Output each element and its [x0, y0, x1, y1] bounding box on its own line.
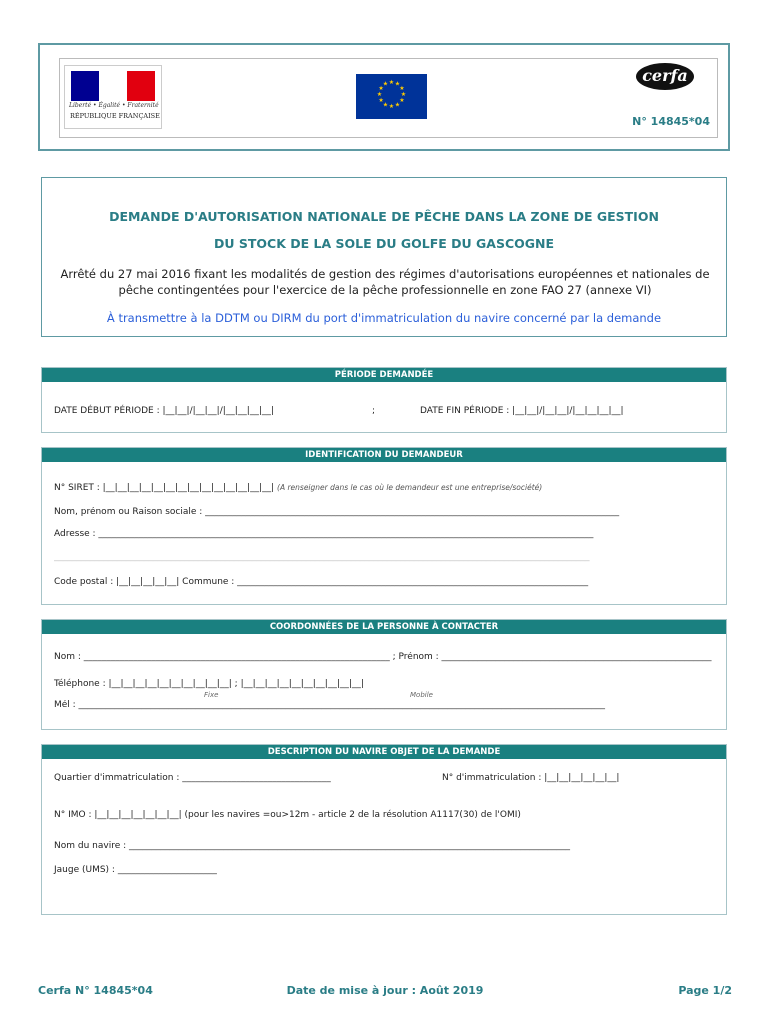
- svg-text:★: ★: [394, 101, 401, 109]
- cerfa-logo: cerfa: [636, 63, 694, 90]
- transmit-instruction: À transmettre à la DDTM ou DIRM du port d'immatriculation du navire concerné par la demande: [106, 311, 662, 325]
- siret-field[interactable]: [54, 483, 542, 493]
- rf-name: RÉPUBLIQUE FRANÇAISE: [70, 112, 160, 120]
- footer-update-date: Date de mise à jour : Août 2019: [286, 984, 484, 997]
- section-header: PÉRIODE DEMANDÉE: [42, 368, 726, 382]
- telephone-field[interactable]: Téléphone : |__|__|__|__|__|__|__|__|__|__| ; |__|__|__|__|__|__|__|__|__|__|: [54, 679, 364, 689]
- quartier-immatriculation-field[interactable]: Quartier d'immatriculation : _________________________________: [54, 773, 331, 783]
- rf-motto: Liberté • Égalité • Fraternité: [69, 102, 159, 109]
- svg-text:★: ★: [378, 85, 384, 92]
- jauge-field[interactable]: Jauge (UMS) : ______________________: [54, 865, 217, 875]
- section-header: DESCRIPTION DU NAVIRE OBJET DE LA DEMANDE: [42, 745, 726, 759]
- adresse-field[interactable]: Adresse : ______________________________________________________________________________________________________________: [54, 529, 594, 539]
- section-header: IDENTIFICATION DU DEMANDEUR: [42, 448, 726, 462]
- section-identification: [41, 447, 727, 605]
- section-header: COORDONNÉES DE LA PERSONNE À CONTACTER: [42, 620, 726, 634]
- imo-field[interactable]: N° IMO : |__|__|__|__|__|__|__| (pour les navires =ou>12m - article 2 de la résolution A1117(30) de l'OMI): [54, 810, 521, 820]
- nom-navire-field[interactable]: Nom du navire : __________________________________________________________________________________________________: [54, 841, 570, 851]
- form-description: Arrêté du 27 mai 2016 fixant les modalités de gestion des régimes d'autorisations européennes et nationales de pêche contingentées pour l'exercice de la pêche professionnelle en zone FAO 27 (annexe VI): [60, 267, 710, 297]
- date-debut-field[interactable]: DATE DÉBUT PÉRIODE : |__|__|/|__|__|/|__|__|__|__|: [54, 406, 274, 416]
- form-title-line1: DEMANDE D'AUTORISATION NATIONALE DE PÊCHE DANS LA ZONE DE GESTION: [109, 209, 659, 224]
- footer-page-number: Page 1/2: [678, 984, 732, 997]
- svg-text:★: ★: [388, 79, 395, 86]
- section-navire: [41, 744, 727, 915]
- code-postal-commune-field[interactable]: Code postal : |__|__|__|__|__| Commune : ______________________________________________________________________________: [54, 577, 589, 587]
- svg-text:★: ★: [382, 80, 389, 88]
- rf-flag-icon: [71, 71, 155, 101]
- section-periode: [41, 367, 727, 433]
- section-contact: [41, 619, 727, 730]
- cerfa-number: N° 14845*04: [632, 115, 710, 128]
- numero-immatriculation-field[interactable]: N° d'immatriculation : |__|__|__|__|__|__|: [442, 773, 620, 783]
- svg-text:★: ★: [376, 91, 383, 98]
- date-fin-field[interactable]: DATE FIN PÉRIODE : |__|__|/|__|__|/|__|__|__|__|: [420, 406, 624, 416]
- adresse-line2-field[interactable]: _______________________________________________________________________________________________________________________: [54, 552, 590, 562]
- svg-text:★: ★: [388, 103, 395, 110]
- mobile-label: Mobile: [410, 691, 433, 699]
- svg-text:★: ★: [382, 101, 389, 109]
- siret-hint: (A renseigner dans le cas où le demandeur est une entreprise/société): [277, 483, 543, 492]
- fixe-label: Fixe: [204, 691, 219, 699]
- svg-text:★: ★: [378, 97, 384, 104]
- mel-field[interactable]: Mél : _____________________________________________________________________________________________________________________: [54, 700, 606, 710]
- svg-text:★: ★: [399, 97, 405, 104]
- footer-cerfa-number: Cerfa N° 14845*04: [38, 984, 153, 997]
- nom-raison-sociale-field[interactable]: Nom, prénom ou Raison sociale : ____________________________________________________________________________________________: [54, 507, 620, 517]
- republique-francaise-logo: [64, 65, 162, 129]
- svg-text:★: ★: [399, 85, 405, 92]
- contact-nom-prenom-field[interactable]: Nom : ____________________________________________________________________ ; Prénom : ____________________________________________________________: [54, 652, 712, 662]
- svg-text:★: ★: [394, 80, 401, 88]
- eu-flag-icon: [356, 74, 427, 119]
- date-separator: ;: [372, 406, 376, 416]
- siret-label: N° SIRET : |__|__|__|__|__|__|__|__|__|__|__|__|__|__|: [54, 483, 275, 493]
- svg-text:★: ★: [400, 91, 407, 98]
- form-title-line2: DU STOCK DE LA SOLE DU GOLFE DU GASCOGNE: [213, 236, 555, 251]
